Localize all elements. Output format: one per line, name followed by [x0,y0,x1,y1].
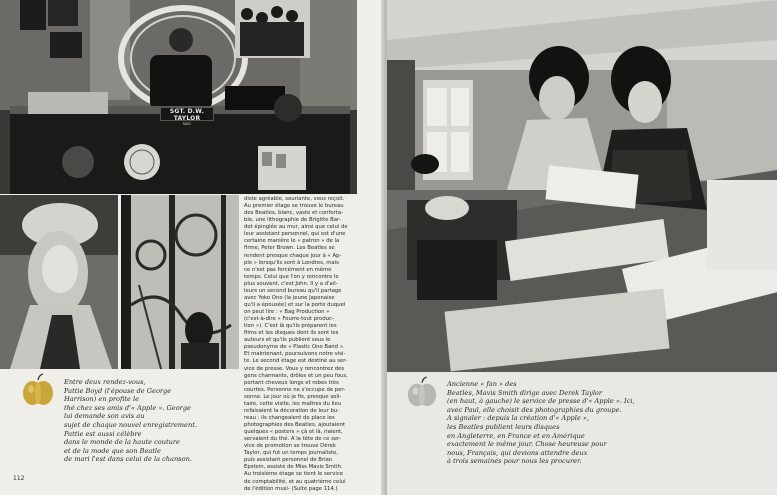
caption-line: sujet de chaque nouvel enregistrement. [64,420,197,429]
caption-line: Pattie Boyd (l'épouse de George [64,386,172,395]
column-line: te. Le second étage est destiné au ser- [244,358,348,365]
column-line: temps. Celui que l'on y rencontre le [244,273,339,280]
article-column [244,196,356,492]
caption-line: Entre deux rendez-vous, [64,378,146,386]
column-line: reau : ils changeaient de place les [244,414,335,421]
column-line: Au premier étage se trouve le bureau [244,203,344,210]
office-photo-image [0,0,357,194]
column-line: de l'édition musi- (Suite page 114.) [244,485,338,492]
right-page [387,0,777,495]
caption-line: Pattie est aussi célèbre [64,429,142,438]
caption-line: dans le monde de la haute couture [64,438,180,447]
left-page [0,0,385,495]
column-line: rendent presque chaque jour à « Ap- [244,252,342,259]
column-line: plus souvent, c'est John. Il y a d'ail- [244,280,338,287]
column-line: pseudonyme de « Plastic Ono Band ». [244,344,345,351]
apple-logo-icon [22,374,54,408]
column-line: films et les disques dont ils sont les [244,330,339,337]
desk-nameplate [160,107,214,126]
column-line: quelques « posters » çà et là, riaient, [244,429,343,436]
column-line: auteurs et qu'ils publient sous le [244,337,331,344]
column-line: refaisaient la décoration de leur bu- [244,407,340,414]
column-line: vice de promotion se trouve Derek [244,443,336,450]
caption-line: thé chez ses amis d'« Apple ». George [64,403,191,412]
column-line: certaine manière le « patron » de la [244,238,340,245]
column-line: taire, cette visite, les maîtres du lieu [244,400,342,407]
caption-line: A signaler : depuis la création d'« Apple », [447,414,589,423]
office-photo [0,0,357,194]
staircase-photo [121,195,239,369]
column-line: ble, une lithographie de Brigitte Bar- [244,217,341,224]
column-line: Epstein, assisté de Miss Mavis Smith. [244,464,343,471]
column-line: dot épinglée au mur, ainsi que celui de [244,224,348,231]
press-office-photo [387,0,777,372]
caption-line: exactement le même jour. Chose heureuse pour [447,440,607,449]
caption-line: en Angleterre, en France et en Amérique [447,431,585,440]
right-photo-caption [447,380,677,466]
caption-line: Harrison) en profite le [64,395,140,404]
column-line: tion »). C'est là qu'ils préparent les [244,323,337,330]
column-line: de comptabilité, et au quatrième celui [244,478,346,485]
caption-line: nous, Français, qui devions attendre deux [447,448,588,457]
left-photo-caption [64,378,234,464]
column-line: des Beatles, blanc, vaste et conforta- [244,210,344,217]
column-line: servaient du thé. A la tête de ce ser- [244,436,341,443]
caption-line: et de la mode que son Beatle [64,446,161,455]
nameplate-sub: RAEC [182,122,192,126]
column-line: gens charmants, drôles et un peu fous, [244,372,348,379]
column-line: puis assistant personnel de Brian [244,457,333,464]
column-line: avec Yoko Ono (la jeune Japonaise [244,294,335,301]
staircase-photo-image [121,195,239,369]
caption-line: Beatles, Mavis Smith dirige avec Derek Taylor [447,388,603,397]
column-line: firme, Peter Brown. Les Beatles se [244,245,335,252]
column-line: vice de presse. Vous y rencontrez des [244,365,345,372]
column-line: (c'est-à-dire « Fourre-tout produc- [244,316,334,323]
caption-line: avec Paul, elle choisit des photographies du groupe. [447,405,622,414]
column-line: ple » lorsqu'ils sont à Londres, mais [244,259,339,266]
caption-line: les Beatles publient leurs disques [447,422,560,431]
column-line: Taylor, qui fut un temps journaliste, [244,450,339,457]
page-number: 112 [13,475,25,482]
column-line: photographies des Beatles, ajoutaient [244,422,345,428]
column-line: ce n'est pas forcément en même [244,266,332,273]
column-line: courtes. Personne ne s'occupe de per- [244,386,346,393]
caption-line: (en haut, à gauche) le service de presse d'« Apple ». Ici, [447,397,635,406]
column-line: portant cheveux longs et robes très [244,379,339,386]
apple-logo-icon [407,376,437,410]
press-office-photo-image [387,0,777,372]
column-line: diste agréable, souriante, vous reçoit. [244,196,345,202]
column-line: leur assistant personnel, qui est d'une [244,231,346,238]
caption-line: Ancienne « fan » des [447,380,517,388]
caption-line: de mari l'est dans celui de la chanson. [64,455,192,464]
portrait-photo-image [0,195,118,369]
portrait-photo [0,195,118,369]
column-line: qu'il a épousée) et sur la porte duquel [244,301,346,308]
column-line: on peut lire : « Bag Production » [244,309,330,315]
column-line: sonne. Le jour où je fis, presque soli- [244,393,342,400]
column-line: Au troisième étage se tient le service [244,471,344,478]
caption-line: lui demande son avis au [64,412,145,421]
nameplate-name: SGT. D.W. TAYLOR [169,108,205,122]
column-line: Et maintenant, poursuivons notre visi- [244,351,346,358]
column-line: leurs un second bureau qu'il partage [244,287,342,294]
caption-line: à trois semaines pour nous les procurer. [447,457,582,466]
